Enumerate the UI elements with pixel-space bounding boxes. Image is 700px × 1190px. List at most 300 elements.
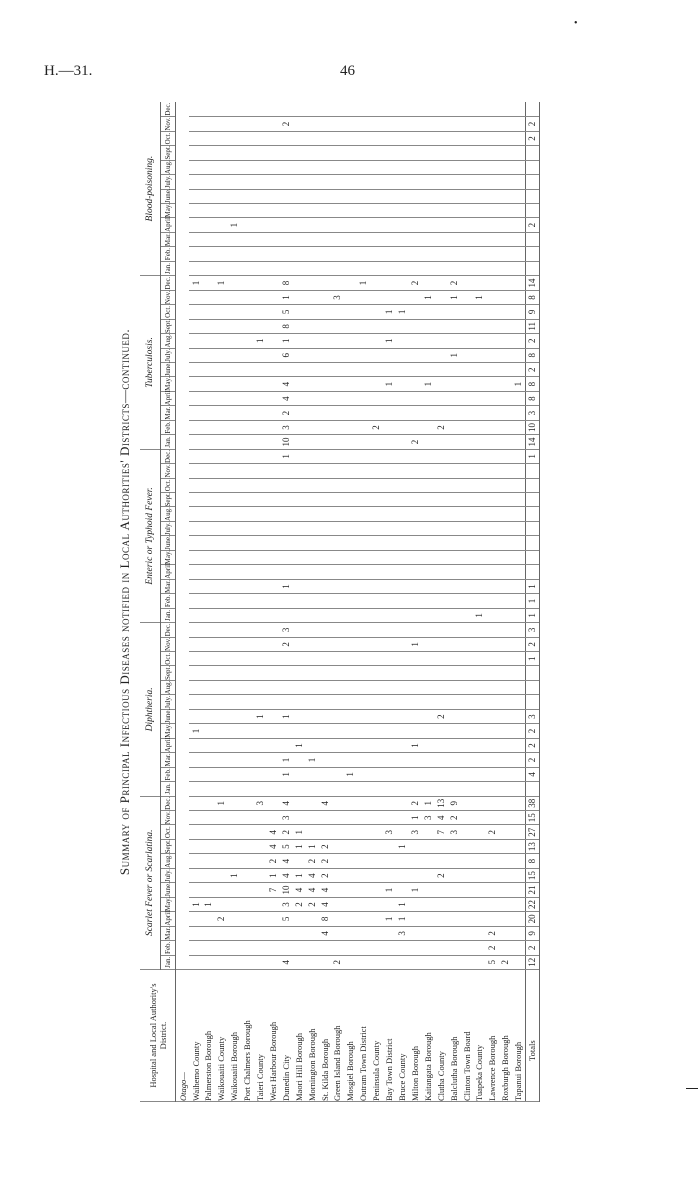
case-count-cell xyxy=(434,623,447,637)
case-count-cell xyxy=(421,464,434,478)
case-count-cell xyxy=(266,203,279,217)
district-name: West Harbour Borough xyxy=(266,970,279,1102)
case-count-cell xyxy=(396,796,409,810)
district-name: Green Island Borough xyxy=(331,970,344,1102)
case-count-cell xyxy=(383,941,396,955)
case-count-cell xyxy=(473,420,486,434)
case-count-cell xyxy=(421,507,434,521)
case-count-cell xyxy=(499,666,512,680)
case-count-cell xyxy=(434,478,447,492)
case-count-cell xyxy=(447,724,460,738)
case-count-cell xyxy=(202,305,215,319)
case-count-cell xyxy=(331,391,344,405)
case-count-cell xyxy=(189,594,202,608)
case-count-cell xyxy=(499,579,512,593)
case-count-cell xyxy=(189,709,202,723)
case-count-cell xyxy=(331,680,344,694)
case-count-cell xyxy=(331,839,344,853)
case-count-cell xyxy=(202,811,215,825)
case-count-cell xyxy=(383,276,396,290)
case-count-cell xyxy=(215,391,228,405)
case-count-cell xyxy=(460,218,473,232)
case-count-cell xyxy=(331,319,344,333)
total-cell xyxy=(525,160,539,174)
case-count-cell xyxy=(447,420,460,434)
case-count-cell xyxy=(202,767,215,781)
case-count-cell xyxy=(512,478,526,492)
case-count-cell xyxy=(241,261,254,275)
case-count-cell xyxy=(460,334,473,348)
case-count-cell xyxy=(370,261,383,275)
case-count-cell xyxy=(215,290,228,304)
case-count-cell xyxy=(215,232,228,246)
case-count-cell xyxy=(383,232,396,246)
case-count-cell xyxy=(460,897,473,911)
case-count-cell xyxy=(202,464,215,478)
month-header: Sept. xyxy=(161,146,176,160)
case-count-cell xyxy=(189,796,202,810)
case-count-cell xyxy=(370,276,383,290)
district-name: Bay Town District xyxy=(383,970,396,1102)
case-count-cell xyxy=(357,608,370,622)
case-count-cell xyxy=(447,608,460,622)
case-count-cell xyxy=(241,811,254,825)
table-row xyxy=(279,102,292,1102)
case-count-cell: 4 xyxy=(279,854,292,868)
case-count-cell xyxy=(447,175,460,189)
case-count-cell xyxy=(266,926,279,940)
case-count-cell xyxy=(189,305,202,319)
case-count-cell xyxy=(396,290,409,304)
case-count-cell xyxy=(512,623,526,637)
case-count-cell xyxy=(254,420,267,434)
case-count-cell xyxy=(408,912,421,926)
case-count-cell xyxy=(460,449,473,463)
total-cell: 27 xyxy=(525,825,539,839)
case-count-cell xyxy=(396,261,409,275)
totals-label: Totals xyxy=(525,970,539,1102)
case-count-cell xyxy=(305,955,318,969)
case-count-cell xyxy=(228,493,241,507)
case-count-cell xyxy=(486,507,499,521)
month-header: July. xyxy=(161,175,176,189)
case-count-cell xyxy=(202,883,215,897)
case-count-cell xyxy=(305,521,318,535)
case-count-cell xyxy=(396,203,409,217)
case-count-cell xyxy=(331,782,344,796)
case-count-cell xyxy=(228,203,241,217)
case-count-cell xyxy=(241,825,254,839)
case-count-cell: 1 xyxy=(421,796,434,810)
case-count-cell xyxy=(383,652,396,666)
case-count-cell xyxy=(473,449,486,463)
case-count-cell xyxy=(254,290,267,304)
case-count-cell xyxy=(357,160,370,174)
case-count-cell xyxy=(331,420,344,434)
case-count-cell xyxy=(254,218,267,232)
case-count-cell xyxy=(512,738,526,752)
case-count-cell xyxy=(499,782,512,796)
case-count-cell xyxy=(473,117,486,131)
case-count-cell xyxy=(434,637,447,651)
case-count-cell xyxy=(408,449,421,463)
case-count-cell xyxy=(408,782,421,796)
case-count-cell xyxy=(279,666,292,680)
case-count-cell xyxy=(266,362,279,376)
table-row xyxy=(215,102,228,1102)
case-count-cell xyxy=(331,521,344,535)
case-count-cell xyxy=(202,709,215,723)
case-count-cell xyxy=(383,637,396,651)
case-count-cell: 2 xyxy=(279,825,292,839)
case-count-cell xyxy=(421,579,434,593)
case-count-cell xyxy=(318,623,331,637)
case-count-cell xyxy=(357,550,370,564)
case-count-cell xyxy=(279,160,292,174)
case-count-cell xyxy=(383,623,396,637)
case-count-cell xyxy=(215,160,228,174)
case-count-cell xyxy=(396,464,409,478)
case-count-cell xyxy=(266,117,279,131)
case-count-cell: 4 xyxy=(318,897,331,911)
case-count-cell xyxy=(357,839,370,853)
case-count-cell: 1 xyxy=(215,796,228,810)
case-count-cell: 1 xyxy=(189,276,202,290)
case-count-cell xyxy=(434,926,447,940)
case-count-cell xyxy=(305,608,318,622)
case-count-cell xyxy=(370,478,383,492)
case-count-cell xyxy=(266,637,279,651)
case-count-cell xyxy=(189,319,202,333)
case-count-cell xyxy=(357,695,370,709)
case-count-cell xyxy=(383,449,396,463)
case-count-cell xyxy=(512,941,526,955)
case-count-cell xyxy=(228,435,241,449)
case-count-cell xyxy=(292,521,305,535)
case-count-cell xyxy=(189,521,202,535)
case-count-cell xyxy=(383,666,396,680)
case-count-cell xyxy=(202,623,215,637)
case-count-cell xyxy=(499,767,512,781)
total-cell: 8 xyxy=(525,854,539,868)
case-count-cell xyxy=(486,362,499,376)
case-count-cell xyxy=(189,131,202,145)
case-count-cell xyxy=(447,247,460,261)
case-count-cell xyxy=(447,319,460,333)
case-count-cell xyxy=(512,912,526,926)
case-count-cell xyxy=(266,305,279,319)
month-header: May. xyxy=(161,897,176,911)
case-count-cell xyxy=(331,478,344,492)
case-count-cell xyxy=(266,232,279,246)
case-count-cell xyxy=(499,521,512,535)
total-cell: 15 xyxy=(525,868,539,882)
case-count-cell xyxy=(499,796,512,810)
case-count-cell xyxy=(318,579,331,593)
total-cell: 14 xyxy=(525,276,539,290)
case-count-cell xyxy=(266,319,279,333)
case-count-cell xyxy=(434,666,447,680)
case-count-cell xyxy=(408,290,421,304)
case-count-cell xyxy=(318,594,331,608)
case-count-cell xyxy=(370,290,383,304)
case-count-cell xyxy=(266,680,279,694)
case-count-cell xyxy=(305,276,318,290)
case-count-cell xyxy=(512,218,526,232)
case-count-cell xyxy=(254,536,267,550)
case-count-cell xyxy=(305,724,318,738)
case-count-cell xyxy=(189,348,202,362)
case-count-cell xyxy=(279,608,292,622)
case-count-cell xyxy=(357,493,370,507)
case-count-cell xyxy=(370,623,383,637)
case-count-cell xyxy=(266,464,279,478)
case-count-cell xyxy=(460,825,473,839)
total-cell: 12 xyxy=(525,955,539,969)
case-count-cell xyxy=(344,362,357,376)
case-count-cell xyxy=(383,435,396,449)
case-count-cell xyxy=(331,377,344,391)
case-count-cell xyxy=(241,897,254,911)
case-count-cell: 2 xyxy=(279,117,292,131)
case-count-cell: 1 xyxy=(279,449,292,463)
case-count-cell xyxy=(241,377,254,391)
case-count-cell xyxy=(344,348,357,362)
case-count-cell: 7 xyxy=(434,825,447,839)
case-count-cell xyxy=(383,926,396,940)
case-count-cell xyxy=(486,189,499,203)
case-count-cell xyxy=(473,811,486,825)
case-count-cell xyxy=(189,218,202,232)
case-count-cell xyxy=(447,854,460,868)
case-count-cell xyxy=(473,464,486,478)
case-count-cell: 3 xyxy=(279,811,292,825)
case-count-cell xyxy=(473,189,486,203)
case-count-cell xyxy=(331,796,344,810)
case-count-cell xyxy=(318,276,331,290)
case-count-cell: 9 xyxy=(447,796,460,810)
case-count-cell xyxy=(305,406,318,420)
case-count-cell: 2 xyxy=(408,796,421,810)
case-count-cell xyxy=(370,218,383,232)
case-count-cell xyxy=(254,406,267,420)
case-count-cell xyxy=(499,868,512,882)
case-count-cell: 1 xyxy=(189,724,202,738)
case-count-cell xyxy=(499,420,512,434)
case-count-cell xyxy=(447,261,460,275)
case-count-cell xyxy=(305,464,318,478)
case-count-cell: 3 xyxy=(279,420,292,434)
case-count-cell xyxy=(499,507,512,521)
case-count-cell: 1 xyxy=(292,825,305,839)
case-count-cell xyxy=(331,247,344,261)
case-count-cell xyxy=(357,767,370,781)
case-count-cell xyxy=(486,695,499,709)
month-header: Nov. xyxy=(161,637,176,651)
case-count-cell xyxy=(408,608,421,622)
case-count-cell xyxy=(383,695,396,709)
table-row xyxy=(408,102,421,1102)
case-count-cell xyxy=(447,565,460,579)
case-count-cell xyxy=(447,305,460,319)
case-count-cell xyxy=(266,738,279,752)
case-count-cell xyxy=(189,738,202,752)
case-count-cell xyxy=(460,131,473,145)
case-count-cell xyxy=(408,666,421,680)
case-count-cell xyxy=(396,637,409,651)
case-count-cell xyxy=(460,305,473,319)
case-count-cell xyxy=(331,695,344,709)
case-count-cell xyxy=(292,565,305,579)
case-count-cell xyxy=(383,131,396,145)
total-cell xyxy=(525,478,539,492)
case-count-cell xyxy=(512,420,526,434)
case-count-cell xyxy=(331,175,344,189)
case-count-cell xyxy=(512,362,526,376)
case-count-cell xyxy=(202,926,215,940)
case-count-cell xyxy=(357,334,370,348)
case-count-cell xyxy=(486,218,499,232)
case-count-cell xyxy=(241,839,254,853)
case-count-cell xyxy=(228,276,241,290)
case-count-cell xyxy=(254,565,267,579)
case-count-cell xyxy=(486,579,499,593)
case-count-cell xyxy=(215,261,228,275)
month-header: June. xyxy=(161,362,176,376)
case-count-cell xyxy=(473,146,486,160)
case-count-cell xyxy=(473,362,486,376)
case-count-cell xyxy=(357,594,370,608)
case-count-cell xyxy=(318,420,331,434)
case-count-cell xyxy=(254,232,267,246)
case-count-cell xyxy=(202,955,215,969)
case-count-cell xyxy=(305,261,318,275)
case-count-cell xyxy=(241,160,254,174)
case-count-cell xyxy=(486,521,499,535)
case-count-cell xyxy=(344,839,357,853)
case-count-cell: 1 xyxy=(408,811,421,825)
case-count-cell xyxy=(512,276,526,290)
case-count-cell xyxy=(254,825,267,839)
case-count-cell xyxy=(318,652,331,666)
case-count-cell xyxy=(241,695,254,709)
table-row xyxy=(486,102,499,1102)
case-count-cell xyxy=(396,102,409,117)
total-cell: 2 xyxy=(525,362,539,376)
case-count-cell xyxy=(434,738,447,752)
case-count-cell xyxy=(202,290,215,304)
case-count-cell xyxy=(370,608,383,622)
case-count-cell xyxy=(344,912,357,926)
case-count-cell xyxy=(408,550,421,564)
case-count-cell xyxy=(331,811,344,825)
case-count-cell xyxy=(215,435,228,449)
case-count-cell xyxy=(215,594,228,608)
case-count-cell xyxy=(215,102,228,117)
case-count-cell xyxy=(215,753,228,767)
case-count-cell xyxy=(408,478,421,492)
case-count-cell xyxy=(357,391,370,405)
case-count-cell xyxy=(357,175,370,189)
case-count-cell: 3 xyxy=(383,825,396,839)
case-count-cell xyxy=(241,420,254,434)
case-count-cell xyxy=(499,623,512,637)
table-row xyxy=(292,102,305,1102)
case-count-cell xyxy=(202,175,215,189)
case-count-cell xyxy=(473,637,486,651)
case-count-cell xyxy=(408,839,421,853)
month-header: Jan. xyxy=(161,955,176,969)
case-count-cell xyxy=(305,305,318,319)
case-count-cell xyxy=(189,811,202,825)
case-count-cell xyxy=(344,782,357,796)
case-count-cell xyxy=(396,232,409,246)
case-count-cell xyxy=(447,160,460,174)
case-count-cell xyxy=(512,189,526,203)
case-count-cell xyxy=(254,493,267,507)
case-count-cell xyxy=(408,377,421,391)
case-count-cell xyxy=(241,883,254,897)
case-count-cell xyxy=(202,912,215,926)
case-count-cell xyxy=(305,391,318,405)
case-count-cell: 1 xyxy=(408,637,421,651)
case-count-cell xyxy=(383,203,396,217)
case-count-cell xyxy=(383,146,396,160)
case-count-cell xyxy=(396,594,409,608)
month-header: July. xyxy=(161,695,176,709)
case-count-cell xyxy=(473,767,486,781)
case-count-cell xyxy=(512,883,526,897)
case-count-cell xyxy=(473,897,486,911)
total-cell: 15 xyxy=(525,811,539,825)
case-count-cell xyxy=(447,926,460,940)
case-count-cell xyxy=(215,782,228,796)
total-cell xyxy=(525,232,539,246)
case-count-cell xyxy=(499,377,512,391)
case-count-cell xyxy=(228,565,241,579)
district-name: Milton Borough xyxy=(408,970,421,1102)
month-header: Feb. xyxy=(161,767,176,781)
case-count-cell xyxy=(396,811,409,825)
case-count-cell xyxy=(254,117,267,131)
case-count-cell xyxy=(292,680,305,694)
case-count-cell xyxy=(344,131,357,145)
case-count-cell xyxy=(331,912,344,926)
case-count-cell xyxy=(512,854,526,868)
case-count-cell xyxy=(228,464,241,478)
case-count-cell xyxy=(434,391,447,405)
case-count-cell xyxy=(370,912,383,926)
case-count-cell xyxy=(344,449,357,463)
case-count-cell xyxy=(460,883,473,897)
table-row xyxy=(254,102,267,1102)
case-count-cell: 5 xyxy=(279,839,292,853)
case-count-cell xyxy=(228,261,241,275)
case-count-cell xyxy=(344,420,357,434)
case-count-cell xyxy=(434,464,447,478)
case-count-cell xyxy=(421,782,434,796)
case-count-cell xyxy=(189,478,202,492)
case-count-cell xyxy=(357,305,370,319)
case-count-cell xyxy=(318,767,331,781)
case-count-cell: 2 xyxy=(318,839,331,853)
case-count-cell xyxy=(228,449,241,463)
case-count-cell xyxy=(202,608,215,622)
case-count-cell: 1 xyxy=(189,897,202,911)
case-count-cell xyxy=(486,680,499,694)
case-count-cell xyxy=(318,680,331,694)
case-count-cell xyxy=(460,594,473,608)
